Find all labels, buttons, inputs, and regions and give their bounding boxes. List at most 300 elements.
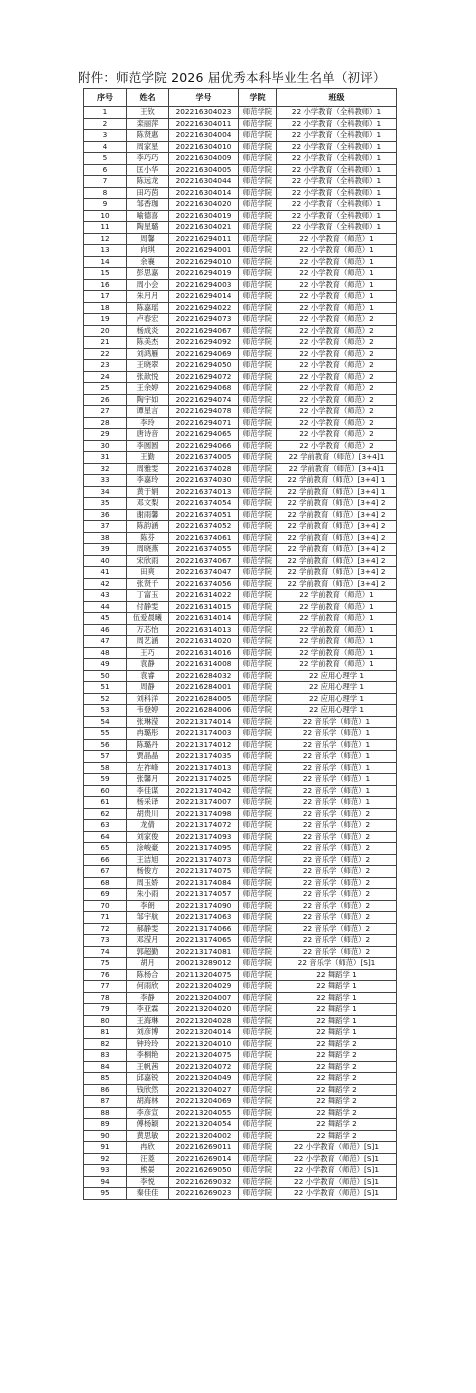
- cell-index: 12: [84, 233, 127, 245]
- cell-name: 李巧巧: [127, 153, 169, 165]
- table-row: [84, 912, 397, 924]
- cell-class: 22 小学教育（师范）1: [277, 279, 397, 291]
- cell-index: 62: [84, 808, 127, 820]
- cell-student-id: 202216284006: [169, 705, 239, 717]
- cell-college: 师范学院: [239, 636, 277, 648]
- cell-student-id: 202213204028: [169, 1015, 239, 1027]
- cell-index: 35: [84, 498, 127, 510]
- table-row: [84, 636, 397, 648]
- table-row: [84, 1038, 397, 1050]
- cell-student-id: 202213174093: [169, 831, 239, 843]
- cell-index: 93: [84, 1165, 127, 1177]
- cell-college: 师范学院: [239, 417, 277, 429]
- cell-class: 22 小学教育（师范）1: [277, 268, 397, 280]
- cell-index: 33: [84, 475, 127, 487]
- cell-name: 向琪: [127, 245, 169, 257]
- cell-name: 彭思嘉: [127, 268, 169, 280]
- cell-college: 师范学院: [239, 521, 277, 533]
- cell-class: 22 小学教育（师范）[S]1: [277, 1153, 397, 1165]
- cell-index: 91: [84, 1142, 127, 1154]
- cell-student-id: 202216294065: [169, 429, 239, 441]
- cell-college: 师范学院: [239, 1142, 277, 1154]
- cell-index: 87: [84, 1096, 127, 1108]
- cell-index: 6: [84, 164, 127, 176]
- table-row: [84, 958, 397, 970]
- table-row: [84, 728, 397, 740]
- cell-class: 22 学前教育（师范）1: [277, 624, 397, 636]
- cell-name: 余襄: [127, 256, 169, 268]
- header-row: [84, 89, 397, 107]
- cell-class: 22 小学教育（师范）[S]1: [277, 1176, 397, 1188]
- table-row: [84, 371, 397, 383]
- cell-class: 22 小学教育（师范）2: [277, 429, 397, 441]
- cell-student-id: 202213204029: [169, 981, 239, 993]
- cell-class: 22 学前教育（师范）1: [277, 647, 397, 659]
- cell-name: 王洁旭: [127, 854, 169, 866]
- table-row: [84, 486, 397, 498]
- table-row: [84, 1084, 397, 1096]
- cell-index: 19: [84, 314, 127, 326]
- cell-name: 田爽: [127, 567, 169, 579]
- cell-name: 陈美杰: [127, 337, 169, 349]
- table-row: [84, 969, 397, 981]
- cell-index: 60: [84, 785, 127, 797]
- cell-index: 7: [84, 176, 127, 188]
- table-row: [84, 544, 397, 556]
- cell-class: 22 应用心理学 1: [277, 705, 397, 717]
- cell-college: 师范学院: [239, 912, 277, 924]
- cell-class: 22 学前教育（师范）[3+4] 2: [277, 567, 397, 579]
- table-row: [84, 118, 397, 130]
- cell-student-id: 202216294092: [169, 337, 239, 349]
- cell-college: 师范学院: [239, 141, 277, 153]
- cell-student-id: 202213174057: [169, 889, 239, 901]
- cell-college: 师范学院: [239, 1153, 277, 1165]
- cell-class: 22 舞蹈学 2: [277, 1107, 397, 1119]
- cell-class: 22 音乐学（师范）2: [277, 935, 397, 947]
- cell-index: 16: [84, 279, 127, 291]
- cell-index: 48: [84, 647, 127, 659]
- cell-college: 师范学院: [239, 429, 277, 441]
- cell-college: 师范学院: [239, 889, 277, 901]
- cell-college: 师范学院: [239, 992, 277, 1004]
- cell-index: 50: [84, 670, 127, 682]
- table-row: [84, 1027, 397, 1039]
- table-row: [84, 1050, 397, 1062]
- cell-college: 师范学院: [239, 199, 277, 211]
- cell-student-id: 202216304010: [169, 141, 239, 153]
- cell-student-id: 202213174042: [169, 785, 239, 797]
- cell-class: 22 舞蹈学 2: [277, 1073, 397, 1085]
- table-row: [84, 1165, 397, 1177]
- cell-college: 师范学院: [239, 532, 277, 544]
- cell-class: 22 学前教育（师范）1: [277, 636, 397, 648]
- cell-name: 冉欣: [127, 1142, 169, 1154]
- cell-college: 师范学院: [239, 831, 277, 843]
- cell-student-id: 202216304019: [169, 210, 239, 222]
- cell-college: 师范学院: [239, 751, 277, 763]
- cell-class: 22 应用心理学 1: [277, 693, 397, 705]
- cell-student-id: 202216269023: [169, 1188, 239, 1200]
- cell-name: 邹香珈: [127, 199, 169, 211]
- cell-student-id: 202216284032: [169, 670, 239, 682]
- cell-index: 52: [84, 693, 127, 705]
- cell-student-id: 202213204014: [169, 1027, 239, 1039]
- table-row: [84, 705, 397, 717]
- table-row: [84, 1015, 397, 1027]
- cell-college: 师范学院: [239, 716, 277, 728]
- table-row: [84, 164, 397, 176]
- cell-student-id: 202216374013: [169, 486, 239, 498]
- cell-class: 22 学前教育（师范）1: [277, 659, 397, 671]
- table-row: [84, 843, 397, 855]
- table-row: [84, 233, 397, 245]
- cell-college: 师范学院: [239, 843, 277, 855]
- cell-name: 陈贤惠: [127, 130, 169, 142]
- cell-student-id: 202216294074: [169, 394, 239, 406]
- cell-index: 57: [84, 751, 127, 763]
- cell-class: 22 小学教育（全科教师）1: [277, 153, 397, 165]
- cell-class: 22 音乐学（师范）2: [277, 877, 397, 889]
- cell-student-id: 202213174065: [169, 935, 239, 947]
- cell-college: 师范学院: [239, 233, 277, 245]
- cell-class: 22 小学教育（师范）2: [277, 348, 397, 360]
- cell-name: 刘彦博: [127, 1027, 169, 1039]
- table-row: [84, 739, 397, 751]
- table-row: [84, 394, 397, 406]
- table-row: [84, 348, 397, 360]
- cell-class: 22 小学教育（全科教师）1: [277, 187, 397, 199]
- cell-class: 22 小学教育（师范）2: [277, 406, 397, 418]
- table-row: [84, 1096, 397, 1108]
- cell-college: 师范学院: [239, 302, 277, 314]
- cell-name: 朱月月: [127, 291, 169, 303]
- cell-college: 师范学院: [239, 153, 277, 165]
- cell-student-id: 202216269014: [169, 1153, 239, 1165]
- cell-college: 师范学院: [239, 256, 277, 268]
- cell-student-id: 202213174025: [169, 774, 239, 786]
- cell-class: 22 小学教育（全科教师）1: [277, 222, 397, 234]
- table-row: [84, 900, 397, 912]
- table-row: [84, 716, 397, 728]
- cell-college: 师范学院: [239, 544, 277, 556]
- cell-college: 师范学院: [239, 509, 277, 521]
- cell-student-id: 202213204010: [169, 1038, 239, 1050]
- cell-class: 22 舞蹈学 2: [277, 1130, 397, 1142]
- cell-class: 22 小学教育（师范）[S]1: [277, 1142, 397, 1154]
- cell-index: 94: [84, 1176, 127, 1188]
- cell-student-id: 202216374056: [169, 578, 239, 590]
- cell-class: 22 学前教育（师范）[3+4] 2: [277, 532, 397, 544]
- cell-college: 师范学院: [239, 578, 277, 590]
- cell-class: 22 小学教育（师范）2: [277, 360, 397, 372]
- cell-student-id: 202216374067: [169, 555, 239, 567]
- cell-college: 师范学院: [239, 670, 277, 682]
- cell-student-id: 202213174003: [169, 728, 239, 740]
- cell-college: 师范学院: [239, 785, 277, 797]
- cell-index: 42: [84, 578, 127, 590]
- cell-student-id: 202216314020: [169, 636, 239, 648]
- col-header-index: 序号: [84, 89, 127, 107]
- cell-name: 李桐艳: [127, 1050, 169, 1062]
- cell-college: 师范学院: [239, 555, 277, 567]
- cell-name: 周家星: [127, 141, 169, 153]
- table-row: [84, 613, 397, 625]
- cell-student-id: 202213174035: [169, 751, 239, 763]
- cell-name: 伍爱晨曦: [127, 613, 169, 625]
- cell-student-id: 202216374052: [169, 521, 239, 533]
- cell-name: 王钦: [127, 107, 169, 119]
- col-header-student-id: 学号: [169, 89, 239, 107]
- cell-index: 89: [84, 1119, 127, 1131]
- cell-student-id: 202216314014: [169, 613, 239, 625]
- cell-student-id: 202213204002: [169, 1130, 239, 1142]
- cell-college: 师范学院: [239, 118, 277, 130]
- cell-college: 师范学院: [239, 923, 277, 935]
- cell-index: 5: [84, 153, 127, 165]
- cell-class: 22 舞蹈学 2: [277, 1084, 397, 1096]
- cell-student-id: 202216374030: [169, 475, 239, 487]
- cell-class: 22 学前教育（师范）[3+4] 2: [277, 544, 397, 556]
- cell-name: 喻德喜: [127, 210, 169, 222]
- cell-student-id: 202216269032: [169, 1176, 239, 1188]
- cell-class: 22 小学教育（师范）1: [277, 256, 397, 268]
- table-row: [84, 854, 397, 866]
- cell-name: 秦佳佳: [127, 1188, 169, 1200]
- cell-index: 85: [84, 1073, 127, 1085]
- cell-index: 70: [84, 900, 127, 912]
- cell-index: 88: [84, 1107, 127, 1119]
- cell-index: 59: [84, 774, 127, 786]
- cell-college: 师范学院: [239, 1015, 277, 1027]
- cell-name: 张贤千: [127, 578, 169, 590]
- cell-index: 43: [84, 590, 127, 602]
- cell-class: 22 小学教育（师范）1: [277, 291, 397, 303]
- cell-index: 24: [84, 371, 127, 383]
- cell-college: 师范学院: [239, 1061, 277, 1073]
- cell-college: 师范学院: [239, 1096, 277, 1108]
- cell-name: 杨采译: [127, 797, 169, 809]
- cell-class: 22 音乐学（师范）2: [277, 831, 397, 843]
- roster-body: [84, 107, 397, 1200]
- table-row: [84, 130, 397, 142]
- cell-college: 师范学院: [239, 624, 277, 636]
- cell-class: 22 小学教育（师范）2: [277, 394, 397, 406]
- cell-student-id: 202216294068: [169, 383, 239, 395]
- cell-class: 22 学前教育（师范）1: [277, 590, 397, 602]
- table-row: [84, 877, 397, 889]
- cell-student-id: 202216294003: [169, 279, 239, 291]
- cell-student-id: 202216374028: [169, 463, 239, 475]
- col-header-college: 学院: [239, 89, 277, 107]
- table-row: [84, 808, 397, 820]
- cell-college: 师范学院: [239, 613, 277, 625]
- table-row: [84, 785, 397, 797]
- cell-student-id: 202213204020: [169, 1004, 239, 1016]
- table-row: [84, 1188, 397, 1200]
- cell-class: 22 音乐学（师范）1: [277, 728, 397, 740]
- cell-index: 49: [84, 659, 127, 671]
- table-row: [84, 923, 397, 935]
- cell-name: 陈嘉瑶: [127, 302, 169, 314]
- cell-name: 李佳谋: [127, 785, 169, 797]
- table-row: [84, 762, 397, 774]
- cell-index: 58: [84, 762, 127, 774]
- cell-class: 22 学前教育（师范）[3+4] 2: [277, 555, 397, 567]
- cell-name: 胡月: [127, 958, 169, 970]
- cell-college: 师范学院: [239, 567, 277, 579]
- cell-class: 22 小学教育（全科教师）1: [277, 164, 397, 176]
- table-row: [84, 1073, 397, 1085]
- cell-index: 53: [84, 705, 127, 717]
- cell-class: 22 音乐学（师范）1: [277, 774, 397, 786]
- cell-name: 刘科洋: [127, 693, 169, 705]
- cell-class: 22 舞蹈学 2: [277, 1096, 397, 1108]
- cell-student-id: 202216284005: [169, 693, 239, 705]
- cell-class: 22 舞蹈学 2: [277, 1061, 397, 1073]
- cell-college: 师范学院: [239, 1050, 277, 1062]
- cell-college: 师范学院: [239, 1084, 277, 1096]
- cell-index: 30: [84, 440, 127, 452]
- cell-student-id: 202216304004: [169, 130, 239, 142]
- cell-college: 师范学院: [239, 1130, 277, 1142]
- cell-college: 师范学院: [239, 187, 277, 199]
- table-row: [84, 889, 397, 901]
- table-row: [84, 406, 397, 418]
- table-row: [84, 153, 397, 165]
- cell-index: 13: [84, 245, 127, 257]
- cell-name: 邹宇航: [127, 912, 169, 924]
- cell-index: 55: [84, 728, 127, 740]
- cell-name: 何雨欣: [127, 981, 169, 993]
- cell-college: 师范学院: [239, 107, 277, 119]
- table-row: [84, 291, 397, 303]
- cell-class: 22 学前教育（师范）1: [277, 601, 397, 613]
- cell-index: 74: [84, 946, 127, 958]
- cell-class: 22 应用心理学 1: [277, 670, 397, 682]
- cell-student-id: 202216374054: [169, 498, 239, 510]
- cell-name: 刘鸿雁: [127, 348, 169, 360]
- cell-index: 61: [84, 797, 127, 809]
- cell-college: 师范学院: [239, 164, 277, 176]
- cell-student-id: 202213204007: [169, 992, 239, 1004]
- cell-name: 李悦: [127, 1176, 169, 1188]
- cell-college: 师范学院: [239, 1165, 277, 1177]
- cell-index: 45: [84, 613, 127, 625]
- cell-index: 75: [84, 958, 127, 970]
- cell-index: 1: [84, 107, 127, 119]
- table-row: [84, 946, 397, 958]
- cell-student-id: 202216294078: [169, 406, 239, 418]
- cell-student-id: 202213174066: [169, 923, 239, 935]
- cell-class: 22 小学教育（师范）2: [277, 325, 397, 337]
- cell-index: 47: [84, 636, 127, 648]
- cell-class: 22 小学教育（全科教师）1: [277, 118, 397, 130]
- cell-student-id: 202216314008: [169, 659, 239, 671]
- cell-college: 师范学院: [239, 440, 277, 452]
- cell-name: 李玲: [127, 417, 169, 429]
- cell-college: 师范学院: [239, 394, 277, 406]
- cell-name: 张琳滢: [127, 716, 169, 728]
- cell-student-id: 202213204055: [169, 1107, 239, 1119]
- cell-college: 师范学院: [239, 705, 277, 717]
- cell-class: 22 学前教育（师范）[3+4] 2: [277, 578, 397, 590]
- cell-student-id: 202216304011: [169, 118, 239, 130]
- cell-college: 师范学院: [239, 486, 277, 498]
- cell-student-id: 202216294066: [169, 440, 239, 452]
- cell-student-id: 202213204072: [169, 1061, 239, 1073]
- cell-college: 师范学院: [239, 900, 277, 912]
- cell-college: 师范学院: [239, 268, 277, 280]
- cell-student-id: 202213174012: [169, 739, 239, 751]
- table-row: [84, 797, 397, 809]
- cell-college: 师范学院: [239, 969, 277, 981]
- cell-class: 22 学前教育（师范）1: [277, 613, 397, 625]
- cell-name: 贾晶晶: [127, 751, 169, 763]
- cell-class: 22 小学教育（师范）[S]1: [277, 1165, 397, 1177]
- cell-name: 李亚霖: [127, 1004, 169, 1016]
- cell-index: 23: [84, 360, 127, 372]
- cell-college: 师范学院: [239, 601, 277, 613]
- cell-student-id: 202216374061: [169, 532, 239, 544]
- cell-index: 18: [84, 302, 127, 314]
- cell-class: 22 音乐学（师范）1: [277, 716, 397, 728]
- cell-college: 师范学院: [239, 693, 277, 705]
- cell-college: 师范学院: [239, 1038, 277, 1050]
- table-row: [84, 383, 397, 395]
- cell-name: 钟玲玲: [127, 1038, 169, 1050]
- cell-college: 师范学院: [239, 682, 277, 694]
- cell-college: 师范学院: [239, 463, 277, 475]
- cell-index: 8: [84, 187, 127, 199]
- cell-class: 22 小学教育（师范）2: [277, 337, 397, 349]
- table-row: [84, 1061, 397, 1073]
- cell-college: 师范学院: [239, 452, 277, 464]
- cell-class: 22 小学教育（师范）2: [277, 314, 397, 326]
- cell-class: 22 舞蹈学 1: [277, 1027, 397, 1039]
- cell-index: 40: [84, 555, 127, 567]
- cell-student-id: 202216374051: [169, 509, 239, 521]
- cell-student-id: 202216304044: [169, 176, 239, 188]
- col-header-class: 班级: [277, 89, 397, 107]
- cell-student-id: 202213204069: [169, 1096, 239, 1108]
- cell-index: 69: [84, 889, 127, 901]
- cell-student-id: 202216374047: [169, 567, 239, 579]
- cell-class: 22 舞蹈学 1: [277, 1004, 397, 1016]
- cell-student-id: 202213174073: [169, 854, 239, 866]
- cell-college: 师范学院: [239, 176, 277, 188]
- cell-name: 左祚峰: [127, 762, 169, 774]
- table-row: [84, 498, 397, 510]
- cell-class: 22 音乐学（师范）1: [277, 739, 397, 751]
- cell-class: 22 音乐学（师范）2: [277, 808, 397, 820]
- table-row: [84, 682, 397, 694]
- table-row: [84, 647, 397, 659]
- cell-college: 师范学院: [239, 854, 277, 866]
- cell-name: 邱嘉锐: [127, 1073, 169, 1085]
- cell-class: 22 音乐学（师范）2: [277, 900, 397, 912]
- cell-name: 李静: [127, 992, 169, 1004]
- cell-name: 周小会: [127, 279, 169, 291]
- cell-student-id: 202216304009: [169, 153, 239, 165]
- cell-class: 22 应用心理学 1: [277, 682, 397, 694]
- cell-name: 陶星璐: [127, 222, 169, 234]
- cell-name: 熊晏: [127, 1165, 169, 1177]
- cell-class: 22 舞蹈学 2: [277, 1038, 397, 1050]
- cell-index: 65: [84, 843, 127, 855]
- cell-name: 王帆茜: [127, 1061, 169, 1073]
- table-row: [84, 417, 397, 429]
